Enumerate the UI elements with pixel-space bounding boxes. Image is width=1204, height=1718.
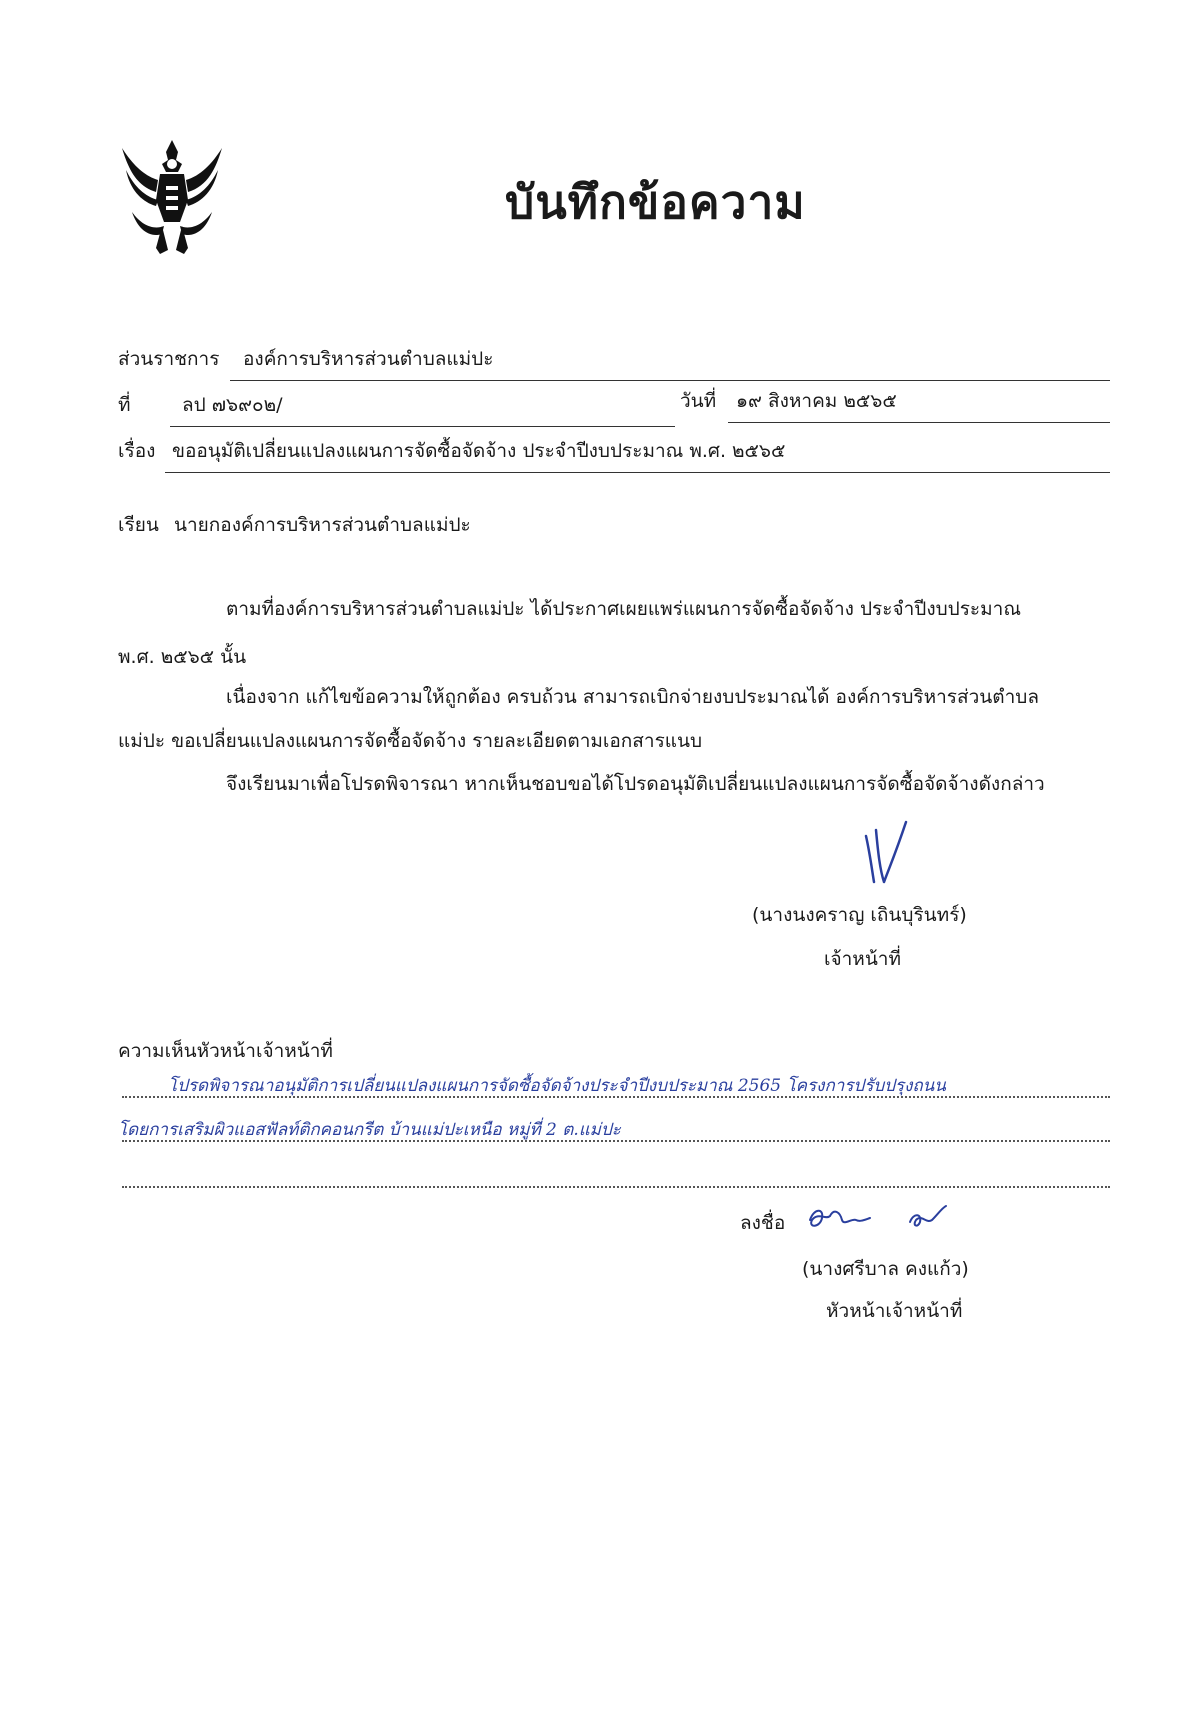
signer-1-name: (นางนงคราญ เถินบุรินทร์) xyxy=(752,904,967,926)
salutation-label: เรียน xyxy=(118,514,159,536)
signer-2-position: หัวหน้าเจ้าหน้าที่ xyxy=(826,1300,963,1322)
opinion-dotted-line-2 xyxy=(122,1140,1110,1142)
signature-2 xyxy=(800,1198,965,1238)
opinion-handwritten-line-1: โปรดพิจารณาอนุมัติการเปลี่ยนแปลงแผนการจัดซื้อจัดจ้างประจำปีงบประมาณ 2565 โครงการปรับปรุงถนน xyxy=(168,1076,946,1096)
subject-rule xyxy=(165,472,1110,473)
date-label: วันที่ xyxy=(680,390,717,412)
agency-rule xyxy=(230,380,1110,381)
signature-1 xyxy=(858,812,918,888)
sign-label: ลงชื่อ xyxy=(740,1212,786,1234)
ref-rule xyxy=(170,426,675,427)
salutation-value: นายกองค์การบริหารส่วนตำบลแม่ปะ xyxy=(174,514,471,536)
signer-1-position: เจ้าหน้าที่ xyxy=(824,948,902,970)
subject-value: ขออนุมัติเปลี่ยนแปลงแผนการจัดซื้อจัดจ้าง ประจำปีงบประมาณ พ.ศ. ๒๕๖๕ xyxy=(172,440,786,462)
date-rule xyxy=(728,422,1110,423)
signer-2-name: (นางศรีบาล คงแก้ว) xyxy=(802,1258,969,1280)
opinion-dotted-line-3 xyxy=(122,1186,1110,1188)
date-value: ๑๙ สิงหาคม ๒๕๖๕ xyxy=(736,390,897,412)
opinion-dotted-line-1 xyxy=(122,1096,1110,1098)
page-title: บันทึกข้อความ xyxy=(505,175,806,229)
body-paragraph-3-line-1: จึงเรียนมาเพื่อโปรดพิจารณา หากเห็นชอบขอได้โปรดอนุมัติเปลี่ยนแปลงแผนการจัดซื้อจัดจ้างดังกล่าว xyxy=(226,773,1045,795)
agency-label: ส่วนราชการ xyxy=(118,348,220,370)
body-paragraph-2-line-1: เนื่องจาก แก้ไขข้อความให้ถูกต้อง ครบถ้วน สามารถเบิกจ่ายงบประมาณได้ องค์การบริหารส่วนตำบล xyxy=(226,686,1039,708)
opinion-label: ความเห็นหัวหน้าเจ้าหน้าที่ xyxy=(118,1040,333,1062)
body-paragraph-2-line-2: แม่ปะ ขอเปลี่ยนแปลงแผนการจัดซื้อจัดจ้าง รายละเอียดตามเอกสารแนบ xyxy=(118,730,703,752)
agency-value: องค์การบริหารส่วนตำบลแม่ปะ xyxy=(243,348,494,370)
body-paragraph-1-line-2: พ.ศ. ๒๕๖๕ นั้น xyxy=(118,646,247,668)
ref-value: ลป ๗๖๙๐๒/ xyxy=(182,394,283,416)
garuda-emblem-icon xyxy=(112,130,232,258)
subject-label: เรื่อง xyxy=(118,440,156,462)
opinion-handwritten-line-2: โดยการเสริมผิวแอสฟัลท์ติกคอนกรีต บ้านแม่ปะเหนือ หมู่ที่ 2 ต.แม่ปะ xyxy=(118,1120,621,1140)
body-paragraph-1-line-1: ตามที่องค์การบริหารส่วนตำบลแม่ปะ ได้ประกาศเผยแพร่แผนการจัดซื้อจัดจ้าง ประจำปีงบประมาณ xyxy=(226,598,1021,620)
ref-label: ที่ xyxy=(118,394,131,416)
